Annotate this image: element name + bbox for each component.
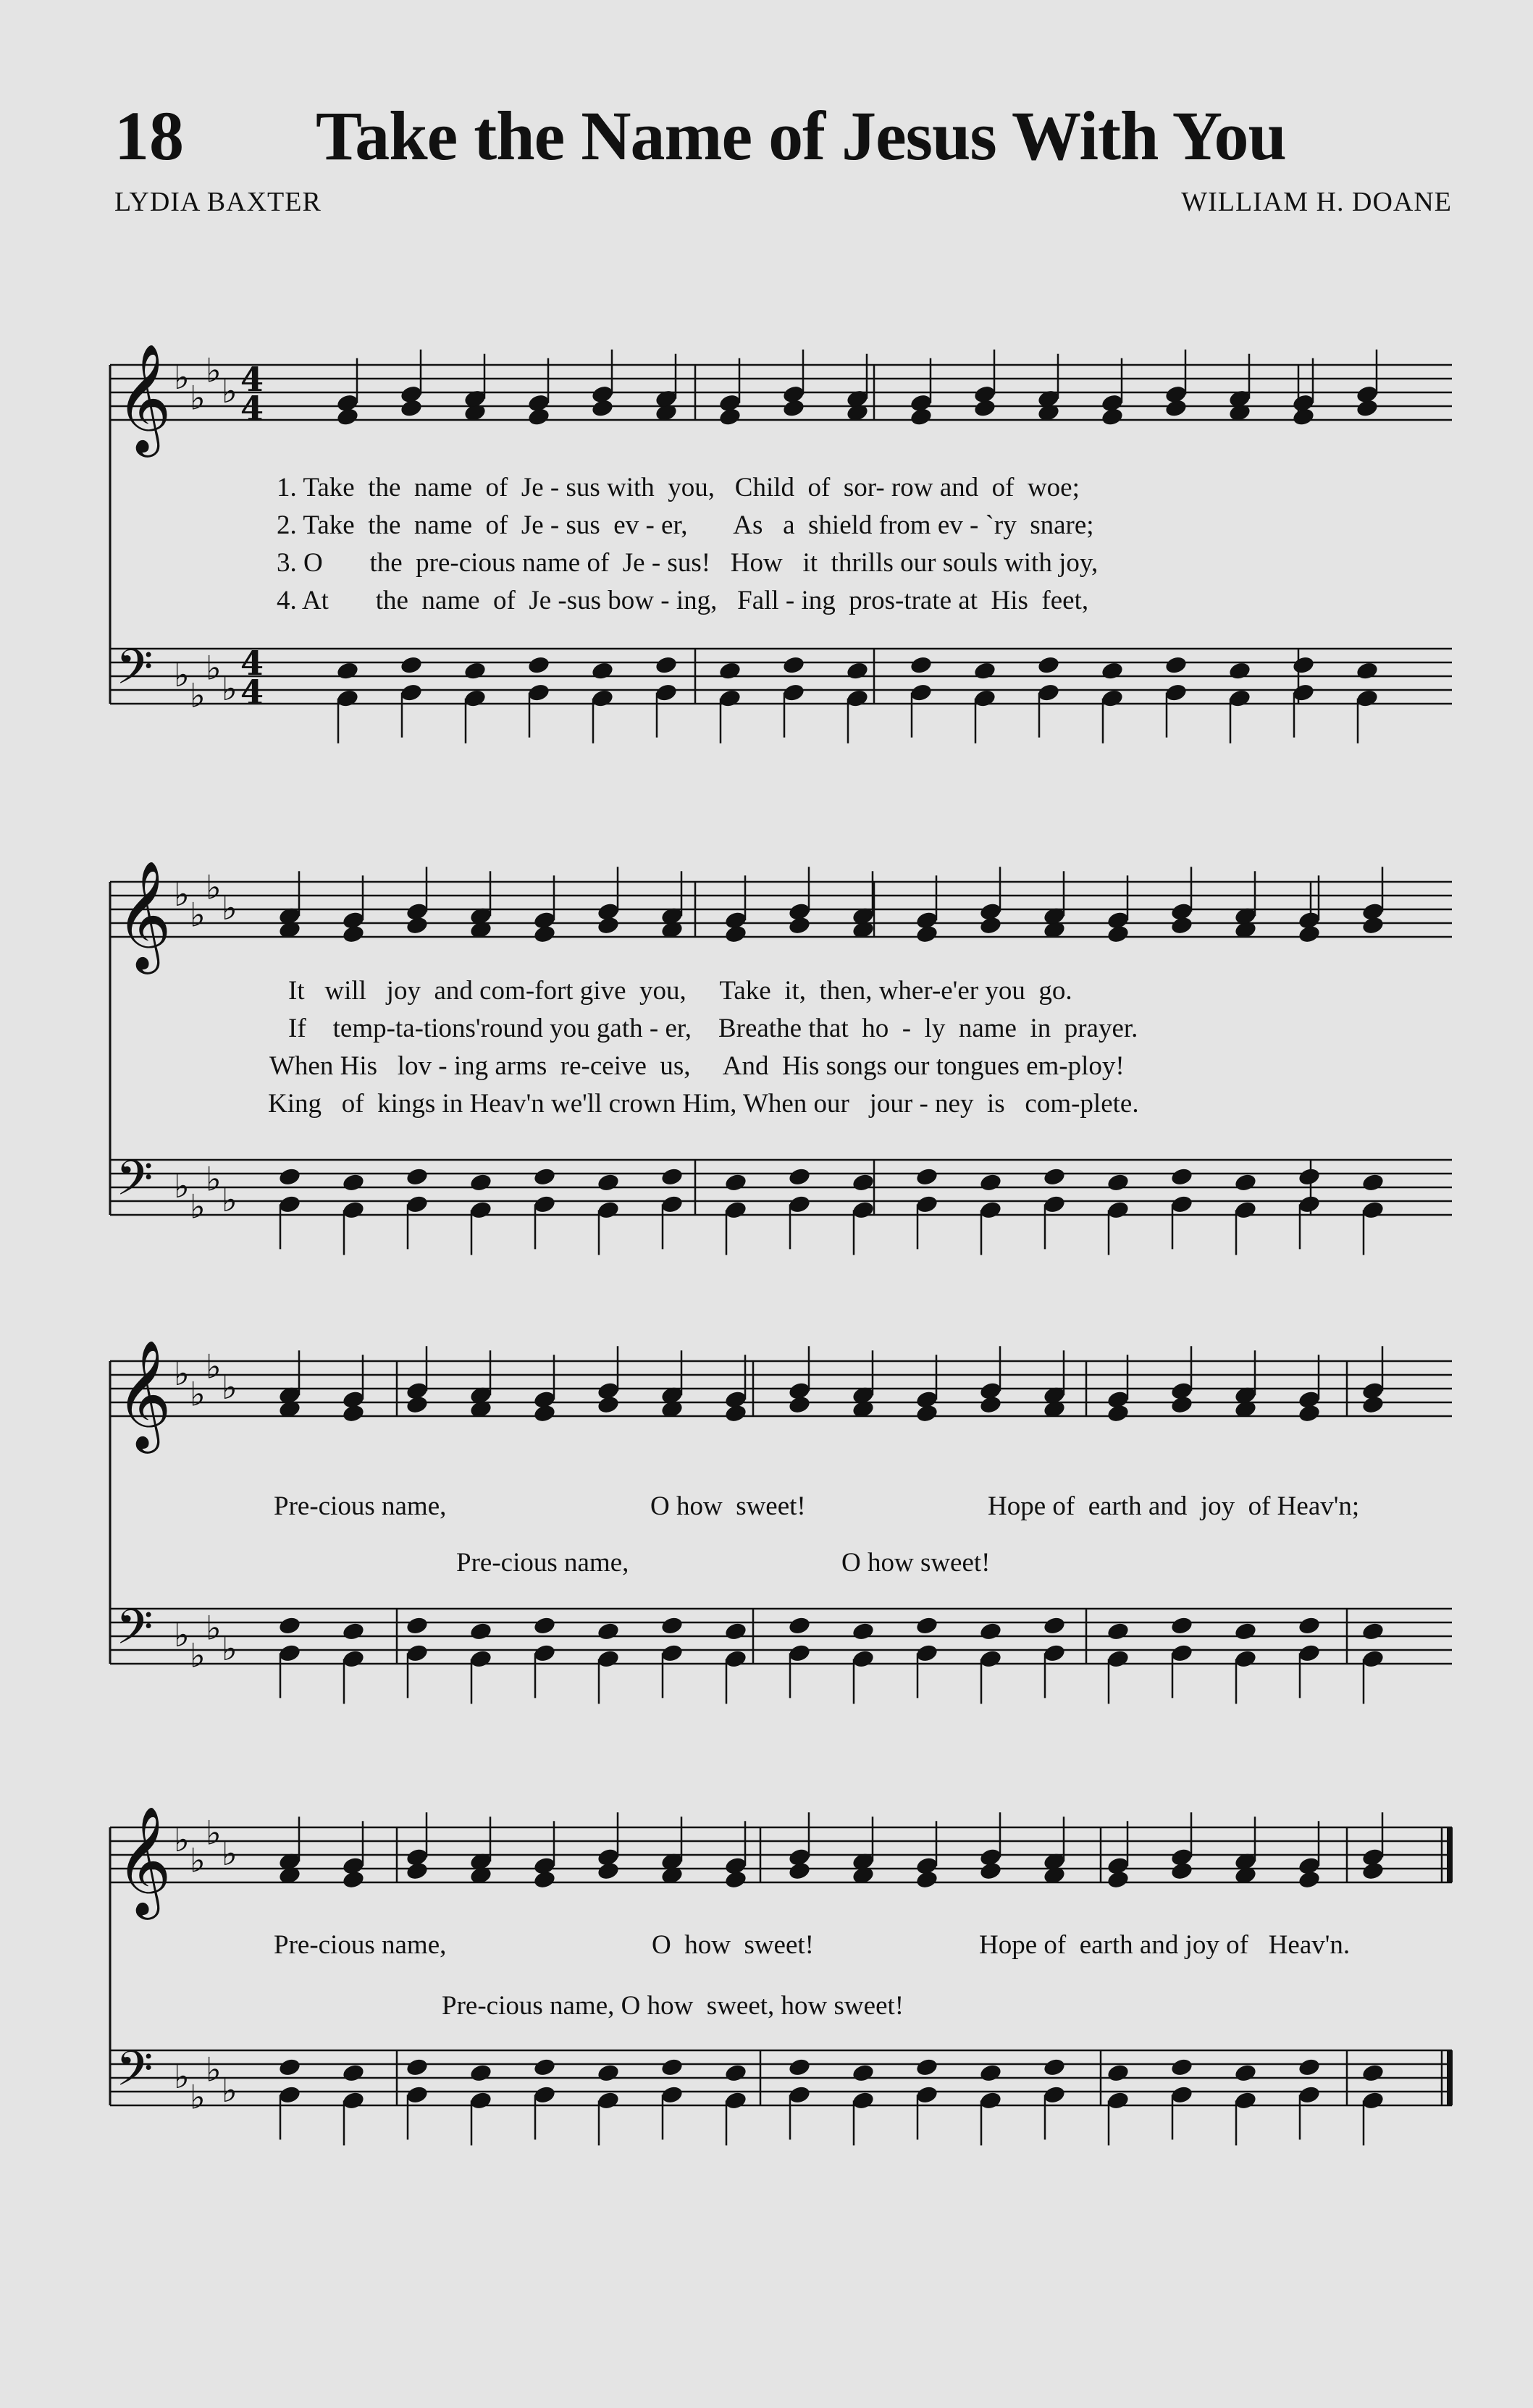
- notehead: [405, 1166, 429, 1187]
- notehead: [532, 910, 556, 930]
- notehead: [596, 901, 620, 922]
- notehead: [1361, 1381, 1385, 1401]
- refrain-2-treble-a: Pre-cious name,: [274, 1930, 447, 1960]
- time-signature-top: 4: [240, 644, 264, 683]
- notehead: [851, 1200, 875, 1220]
- notehead: [718, 660, 742, 681]
- flat-sign: ♭: [174, 875, 190, 914]
- notehead: [978, 901, 1002, 922]
- notehead: [973, 660, 996, 681]
- notehead: [1042, 1166, 1066, 1187]
- notehead: [915, 1166, 938, 1187]
- notehead: [978, 1381, 1002, 1401]
- flat-sign: ♭: [174, 1166, 190, 1205]
- notehead: [723, 1200, 747, 1220]
- flat-sign: ♭: [174, 1820, 190, 1859]
- notehead: [915, 1389, 938, 1410]
- notehead: [526, 682, 550, 702]
- notehead: [469, 2063, 492, 2083]
- flat-sign: ♭: [206, 2050, 222, 2089]
- verse-3-line-2: When His lov - ing arms re-ceive us, And His songs our tongues em-ploy!: [269, 1051, 1125, 1081]
- notehead: [660, 1643, 684, 1663]
- refrain-1-treble-b: O how sweet!: [650, 1491, 806, 1521]
- refrain-1-treble-a: Pre-cious name,: [274, 1491, 447, 1521]
- notehead: [1297, 1194, 1321, 1214]
- notehead: [1297, 1643, 1321, 1663]
- notehead: [1169, 1194, 1193, 1214]
- notehead: [1361, 1847, 1385, 1867]
- notehead: [341, 2090, 365, 2110]
- verse-2-line-1: 2. Take the name of Je - sus ev - er, As a shield from ev - `ry snare;: [277, 510, 1094, 540]
- notehead: [723, 1621, 747, 1641]
- notehead: [781, 384, 805, 405]
- notehead: [590, 688, 614, 708]
- notehead: [526, 654, 550, 675]
- notehead: [1297, 2057, 1321, 2077]
- notehead: [277, 1643, 301, 1663]
- bass-clef: 𝄢: [116, 639, 154, 707]
- notehead: [405, 901, 429, 922]
- notehead: [1355, 384, 1379, 405]
- flat-sign: ♭: [222, 1834, 238, 1873]
- notehead: [469, 1172, 492, 1192]
- flat-sign: ♭: [206, 1608, 222, 1648]
- notehead: [1106, 1172, 1130, 1192]
- notehead: [590, 384, 614, 405]
- notehead: [1100, 660, 1124, 681]
- notehead: [1036, 654, 1060, 675]
- notehead: [1297, 1389, 1321, 1410]
- notehead: [1106, 1389, 1130, 1410]
- lyricist-credit: LYDIA BAXTER: [114, 187, 322, 217]
- notehead: [1297, 2084, 1321, 2105]
- notehead: [787, 2084, 811, 2105]
- notehead: [1169, 1847, 1193, 1867]
- notehead: [335, 393, 359, 413]
- notehead: [1106, 1621, 1130, 1641]
- notehead: [1227, 688, 1251, 708]
- flat-sign: ♭: [190, 1374, 206, 1414]
- notehead: [781, 654, 805, 675]
- verse-4-line-1: 4. At the name of Je -sus bow - ing, Fall - ing pros-trate at His feet,: [277, 586, 1089, 615]
- notehead: [469, 1649, 492, 1669]
- notehead: [590, 660, 614, 681]
- notehead: [1233, 1172, 1257, 1192]
- notehead: [532, 1856, 556, 1876]
- flat-sign: ♭: [206, 350, 222, 390]
- notehead: [1100, 393, 1124, 413]
- notehead: [1297, 1166, 1321, 1187]
- verse-2-line-2: If temp-ta-tions'round you gath - er, Breathe that ho - ly name in prayer.: [288, 1014, 1138, 1043]
- notehead: [1164, 384, 1188, 405]
- notehead: [277, 1615, 301, 1635]
- notehead: [1361, 1621, 1385, 1641]
- notehead: [909, 682, 933, 702]
- notehead: [596, 2063, 620, 2083]
- notehead: [978, 1847, 1002, 1867]
- flat-sign: ♭: [174, 1615, 190, 1654]
- notehead: [915, 910, 938, 930]
- notehead: [787, 1847, 811, 1867]
- treble-clef: 𝄞: [116, 859, 172, 969]
- verse-4-line-2: King of kings in Heav'n we'll crown Him, When our jour - ney is com-plete.: [268, 1089, 1139, 1119]
- notehead: [718, 688, 742, 708]
- flat-sign: ♭: [206, 1347, 222, 1386]
- notehead: [277, 2084, 301, 2105]
- notehead: [341, 1621, 365, 1641]
- bass-clef: 𝄢: [116, 1150, 154, 1218]
- notehead: [1042, 1194, 1066, 1214]
- notehead: [405, 2057, 429, 2077]
- time-signature-bottom: 4: [240, 673, 264, 712]
- refrain-1-bass-a: Pre-cious name,: [456, 1548, 629, 1578]
- flat-sign: ♭: [206, 648, 222, 688]
- treble-clef: 𝄞: [116, 342, 172, 452]
- notehead: [405, 1381, 429, 1401]
- notehead: [341, 2063, 365, 2083]
- notehead: [915, 2057, 938, 2077]
- notehead: [1169, 1166, 1193, 1187]
- notehead: [399, 384, 423, 405]
- notehead: [1361, 901, 1385, 922]
- notehead: [532, 1389, 556, 1410]
- notehead: [978, 1200, 1002, 1220]
- notehead: [973, 384, 996, 405]
- notehead: [1233, 1649, 1257, 1669]
- notehead: [596, 1172, 620, 1192]
- notehead: [1164, 682, 1188, 702]
- notehead: [787, 901, 811, 922]
- flat-sign: ♭: [174, 358, 190, 397]
- notehead: [1106, 910, 1130, 930]
- verse-1-line-1: 1. Take the name of Je - sus with you, Child of sor- row and of woe;: [277, 473, 1080, 502]
- notehead: [1042, 1643, 1066, 1663]
- flat-sign: ♭: [206, 867, 222, 907]
- notehead: [399, 654, 423, 675]
- notehead: [1233, 1621, 1257, 1641]
- notehead: [532, 2084, 556, 2105]
- notehead: [1169, 2084, 1193, 2105]
- notehead: [277, 2057, 301, 2077]
- notehead: [1106, 2063, 1130, 2083]
- notehead: [405, 1847, 429, 1867]
- notehead: [596, 1621, 620, 1641]
- notehead: [978, 2063, 1002, 2083]
- hymn-number: 18: [114, 97, 184, 174]
- treble-clef: 𝄞: [116, 1805, 172, 1915]
- flat-sign: ♭: [222, 1629, 238, 1668]
- notehead: [660, 1615, 684, 1635]
- notehead: [341, 1856, 365, 1876]
- notehead: [463, 688, 487, 708]
- notehead: [1106, 2090, 1130, 2110]
- bass-clef: 𝄢: [116, 1599, 154, 1667]
- notehead: [596, 1847, 620, 1867]
- notehead: [532, 1166, 556, 1187]
- notehead: [405, 2084, 429, 2105]
- notehead: [1169, 901, 1193, 922]
- flat-sign: ♭: [190, 1840, 206, 1880]
- verse-3-line-1: 3. O the pre-cious name of Je - sus! How it thrills our souls with joy,: [277, 548, 1099, 578]
- notehead: [469, 1200, 492, 1220]
- notehead: [532, 1643, 556, 1663]
- notehead: [851, 1649, 875, 1669]
- notehead: [1042, 2057, 1066, 2077]
- notehead: [718, 393, 742, 413]
- notehead: [915, 1194, 938, 1214]
- notehead: [596, 1649, 620, 1669]
- notehead: [654, 682, 678, 702]
- notehead: [845, 688, 869, 708]
- notehead: [660, 1194, 684, 1214]
- notehead: [1106, 1856, 1130, 1876]
- notehead: [654, 654, 678, 675]
- notehead: [532, 2057, 556, 2077]
- notehead: [596, 1200, 620, 1220]
- flat-sign: ♭: [222, 888, 238, 927]
- notehead: [341, 1200, 365, 1220]
- flat-sign: ♭: [222, 1368, 238, 1407]
- refrain-2-treble-c: Hope of earth and joy of Heav'n.: [979, 1930, 1351, 1960]
- flat-sign: ♭: [222, 2071, 238, 2110]
- notehead: [341, 1172, 365, 1192]
- notehead: [463, 660, 487, 681]
- flat-sign: ♭: [222, 669, 238, 708]
- flat-sign: ♭: [174, 1354, 190, 1393]
- notehead: [787, 1643, 811, 1663]
- notehead: [781, 682, 805, 702]
- notehead: [1169, 1381, 1193, 1401]
- notehead: [845, 660, 869, 681]
- notehead: [596, 2090, 620, 2110]
- notehead: [723, 1649, 747, 1669]
- notehead: [978, 2090, 1002, 2110]
- notehead: [1361, 2090, 1385, 2110]
- notehead: [1169, 2057, 1193, 2077]
- notehead: [1233, 2063, 1257, 2083]
- notehead: [978, 1172, 1002, 1192]
- composer-credit: WILLIAM H. DOANE: [1181, 187, 1452, 217]
- notehead: [660, 2084, 684, 2105]
- refrain-1-bass-b: O how sweet!: [841, 1548, 991, 1578]
- notehead: [405, 1194, 429, 1214]
- notehead: [277, 1194, 301, 1214]
- refrain-1-treble-c: Hope of earth and joy of Heav'n;: [988, 1491, 1360, 1521]
- notehead: [1361, 1172, 1385, 1192]
- notehead: [787, 1194, 811, 1214]
- notehead: [915, 1643, 938, 1663]
- flat-sign: ♭: [174, 655, 190, 694]
- notehead: [1164, 654, 1188, 675]
- flat-sign: ♭: [190, 1187, 206, 1226]
- notehead: [660, 2057, 684, 2077]
- notehead: [723, 1389, 747, 1410]
- flat-sign: ♭: [206, 1813, 222, 1853]
- notehead: [723, 910, 747, 930]
- notehead: [851, 2063, 875, 2083]
- hymn-title: Take the Name of Jesus With You: [316, 97, 1286, 174]
- notehead: [723, 1856, 747, 1876]
- notehead: [909, 654, 933, 675]
- notehead: [851, 1172, 875, 1192]
- notehead: [1361, 2063, 1385, 2083]
- flat-sign: ♭: [190, 1635, 206, 1675]
- notehead: [341, 1389, 365, 1410]
- notehead: [1227, 660, 1251, 681]
- bass-clef: 𝄢: [116, 2041, 154, 2108]
- notehead: [1297, 910, 1321, 930]
- notehead: [1361, 1649, 1385, 1669]
- notehead: [851, 2090, 875, 2110]
- notehead: [1100, 688, 1124, 708]
- notehead: [787, 1381, 811, 1401]
- notehead: [723, 2090, 747, 2110]
- notehead: [1106, 1200, 1130, 1220]
- notehead: [1355, 660, 1379, 681]
- time-signature-top: 4: [240, 360, 264, 399]
- notehead: [341, 910, 365, 930]
- notehead: [1042, 2084, 1066, 2105]
- notehead: [399, 682, 423, 702]
- notehead: [1106, 1649, 1130, 1669]
- notehead: [1355, 688, 1379, 708]
- notehead: [660, 1166, 684, 1187]
- notehead: [405, 1643, 429, 1663]
- notehead: [1169, 1643, 1193, 1663]
- flat-sign: ♭: [222, 1180, 238, 1219]
- verse-1-line-2: It will joy and com-fort give you, Take it, then, wher-e'er you go.: [288, 976, 1072, 1006]
- notehead: [1291, 393, 1315, 413]
- notehead: [1233, 1200, 1257, 1220]
- notehead: [532, 1194, 556, 1214]
- notehead: [723, 1172, 747, 1192]
- notehead: [335, 660, 359, 681]
- notehead: [1291, 682, 1315, 702]
- time-signature-bottom: 4: [240, 389, 264, 428]
- flat-sign: ♭: [190, 378, 206, 418]
- notehead: [405, 1615, 429, 1635]
- flat-sign: ♭: [190, 895, 206, 935]
- notehead: [341, 1649, 365, 1669]
- notehead: [1233, 2090, 1257, 2110]
- notehead: [277, 1166, 301, 1187]
- notehead: [1291, 654, 1315, 675]
- notehead: [1036, 682, 1060, 702]
- notehead: [787, 2057, 811, 2077]
- notehead: [1169, 1615, 1193, 1635]
- refrain-2-treble-b: O how sweet!: [652, 1930, 815, 1960]
- notehead: [1297, 1615, 1321, 1635]
- notehead: [909, 393, 933, 413]
- notehead: [1042, 1615, 1066, 1635]
- refrain-2-bass: Pre-cious name, O how sweet, how sweet!: [442, 1991, 904, 2021]
- notehead: [915, 1615, 938, 1635]
- notehead: [723, 2063, 747, 2083]
- notehead: [787, 1166, 811, 1187]
- notehead: [978, 1649, 1002, 1669]
- treble-clef: 𝄞: [116, 1339, 172, 1449]
- flat-sign: ♭: [190, 675, 206, 715]
- notehead: [978, 1621, 1002, 1641]
- flat-sign: ♭: [174, 2057, 190, 2096]
- notehead: [469, 2090, 492, 2110]
- flat-sign: ♭: [206, 1159, 222, 1199]
- flat-sign: ♭: [222, 371, 238, 411]
- notehead: [469, 1621, 492, 1641]
- notehead: [1297, 1856, 1321, 1876]
- notehead: [851, 1621, 875, 1641]
- notehead: [335, 688, 359, 708]
- flat-sign: ♭: [190, 2077, 206, 2117]
- notehead: [915, 2084, 938, 2105]
- notehead: [1361, 1200, 1385, 1220]
- notehead: [526, 393, 550, 413]
- notehead: [532, 1615, 556, 1635]
- notehead: [596, 1381, 620, 1401]
- notehead: [973, 688, 996, 708]
- notehead: [787, 1615, 811, 1635]
- notehead: [915, 1856, 938, 1876]
